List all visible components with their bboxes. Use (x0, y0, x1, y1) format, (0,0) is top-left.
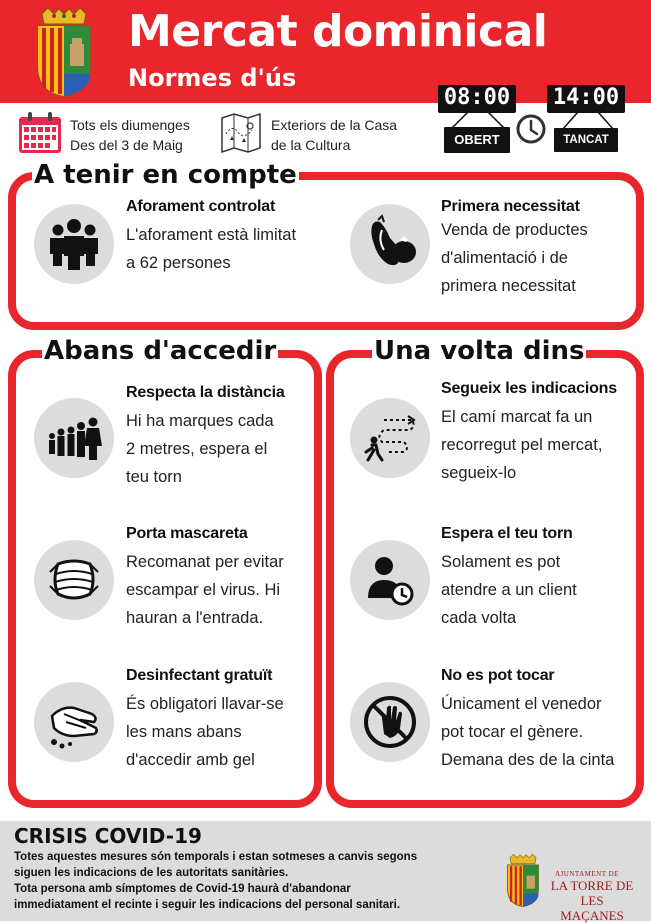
date-line-1: Tots els diumenges (70, 117, 190, 133)
item-line: primera necessitat (441, 277, 576, 295)
footer-title: CRISIS COVID-19 (14, 824, 202, 848)
place-line-2: de la Cultura (271, 137, 351, 153)
item-body (126, 548, 284, 632)
item-line: Solament es pot (441, 553, 561, 571)
item-title: Primera necessitat (441, 198, 580, 215)
icon-circle (350, 398, 430, 478)
item-line: Demana des de la cinta (441, 751, 615, 769)
item-title: Porta mascareta (126, 525, 248, 542)
item-line: atendre a un client (441, 581, 577, 599)
group-people-icon (44, 214, 104, 274)
page-title: Mercat dominical (128, 6, 548, 57)
item-body (126, 221, 296, 277)
icon-circle (34, 682, 114, 762)
item-line: L'aforament està limitat (126, 226, 297, 244)
section-abans-title: Abans d'accedir (44, 336, 277, 366)
item-body (441, 548, 577, 632)
item-title: Aforament controlat (126, 198, 276, 215)
town-logo-icon (504, 850, 542, 912)
calendar-icon (18, 112, 62, 154)
item-body (441, 403, 602, 487)
icon-circle (350, 204, 430, 284)
date-text (70, 115, 190, 155)
item-line: cada volta (441, 609, 517, 627)
icon-circle (350, 682, 430, 762)
walking-path-icon (360, 408, 420, 468)
item-line: les mans abans (126, 723, 242, 741)
item-line: Únicament el venedor (441, 695, 602, 713)
item-line: pot tocar el gènere. (441, 723, 584, 741)
icon-circle (34, 540, 114, 620)
no-touch-icon (360, 692, 420, 752)
item-line: d'accedir amb gel (126, 751, 255, 769)
footer-text (14, 849, 489, 913)
open-time: 08:00 (438, 85, 516, 113)
footer-line: siguen les indicacions de les autoritats sanitàries. (14, 867, 289, 879)
item-line: segueix-lo (441, 464, 517, 482)
logo-name-line: LA TORRE DE (550, 878, 634, 893)
item-body (126, 690, 284, 774)
page-subtitle: Normes d'ús (128, 64, 297, 92)
map-icon (220, 112, 262, 154)
item-line: a 62 persones (126, 254, 231, 272)
item-title: Espera el teu torn (441, 525, 573, 542)
item-line: Venda de productes (441, 221, 588, 239)
queue-people-icon (44, 408, 104, 468)
clock-icon (515, 113, 547, 145)
person-clock-icon (360, 550, 420, 610)
logo-name-line: LES MAÇANES (560, 893, 624, 923)
coat-of-arms-icon (32, 8, 96, 98)
face-mask-icon (44, 550, 104, 610)
item-body (441, 690, 614, 774)
footer-line: Totes aquestes mesures són temporals i estan sotmeses a canvis segons (14, 851, 418, 863)
date-line-2: Des del 3 de Maig (70, 137, 183, 153)
item-line: Recomanat per evitar (126, 553, 284, 571)
item-line: És obligatori llavar-se (126, 695, 284, 713)
item-line: El camí marcat fa un (441, 408, 593, 426)
hand-wash-icon (44, 692, 104, 752)
logo-caption: AJUNTAMENT DE (555, 870, 619, 878)
item-line: hauran a l'entrada. (126, 609, 264, 627)
item-title: Respecta la distància (126, 384, 285, 401)
section-dins-title: Una volta dins (374, 336, 585, 366)
section-compte-title: A tenir en compte (34, 160, 297, 190)
item-line: d'alimentació i de (441, 249, 568, 267)
item-line: recorregut pel mercat, (441, 436, 603, 454)
vegetables-icon (360, 214, 420, 274)
item-line: Hi ha marques cada (126, 412, 274, 430)
close-time: 14:00 (547, 85, 625, 113)
icon-circle (34, 398, 114, 478)
item-line: escampar el virus. Hi (126, 581, 281, 599)
item-line: 2 metres, espera el (126, 440, 268, 458)
footer-line: immediatament el recinte i seguir les indicacions del personal sanitari. (14, 899, 401, 911)
icon-circle (350, 540, 430, 620)
item-body (441, 216, 588, 300)
item-title: Desinfectant gratuït (126, 667, 273, 684)
footer-line: Tota persona amb símptomes de Covid-19 haurà d'abandonar (14, 883, 351, 895)
logo-name (550, 878, 634, 923)
item-title: Segueix les indicacions (441, 380, 617, 397)
item-title: No es pot tocar (441, 667, 555, 684)
place-line-1: Exteriors de la Casa (271, 117, 398, 133)
place-text (271, 115, 397, 155)
item-body (126, 407, 274, 491)
open-label: OBERT (444, 127, 510, 153)
icon-circle (34, 204, 114, 284)
close-label: TANCAT (554, 128, 618, 152)
item-line: teu torn (126, 468, 182, 486)
